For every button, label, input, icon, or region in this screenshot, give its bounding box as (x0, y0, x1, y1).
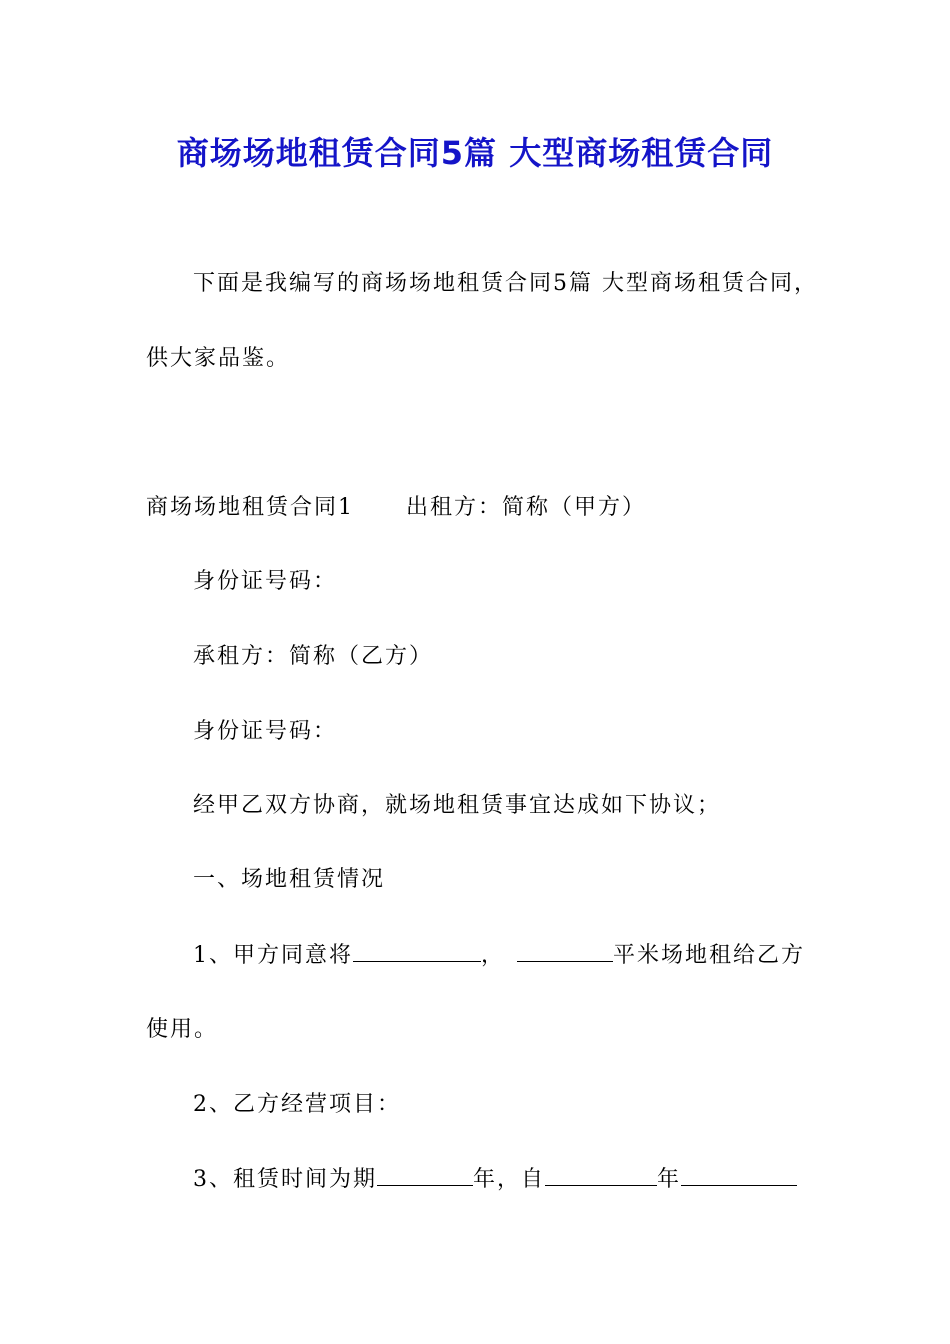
contract-heading-line (146, 492, 646, 524)
document-title: 商场场地租赁合同5篇 大型商场租赁合同 (176, 134, 774, 172)
lessee-label: 承租方：简称（乙方） (193, 644, 434, 669)
item-1-text-a: 1、甲方同意将 (193, 943, 353, 968)
item-1-line (193, 939, 805, 972)
intro-line-1: 下面是我编写的商场场地租赁合同5篇 大型商场租赁合同， (193, 271, 818, 296)
lessee-id-label: 身份证号码： (193, 719, 338, 744)
lessor-label: 出租方：简称（甲方） (406, 495, 647, 520)
section-1-heading: 一、场地租赁情况 (193, 867, 386, 892)
item-3-text-c: 年 (657, 1167, 682, 1192)
item-1-continuation: 使用。 (146, 1017, 219, 1042)
blank-field (545, 1163, 657, 1186)
lessor-id-label: 身份证号码： (193, 569, 338, 594)
agreement-statement: 经甲乙双方协商，就场地租赁事宜达成如下协议； (193, 793, 722, 818)
blank-field (681, 1163, 797, 1186)
item-3-text-a: 3、租赁时间为期 (193, 1167, 377, 1192)
blank-field (353, 939, 481, 962)
blank-field (517, 939, 613, 962)
item-3-text-b: 年，自 (473, 1167, 546, 1192)
contract-heading: 商场场地租赁合同1 (146, 495, 354, 520)
item-1-text-b: ， (481, 943, 506, 968)
intro-line-2: 供大家品鉴。 (146, 346, 291, 371)
item-2-line: 2、乙方经营项目： (193, 1092, 401, 1117)
blank-field (377, 1163, 473, 1186)
item-3-line (193, 1163, 797, 1196)
item-1-text-c: 平米场地租给乙方 (613, 943, 806, 968)
